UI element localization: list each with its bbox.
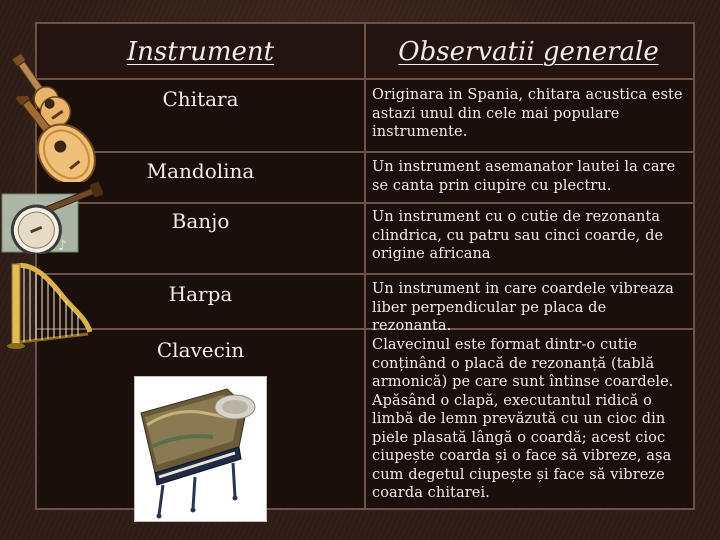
note-chitara: Originara in Spania, chitara acustica este astazi unul din cele mai populare instrumente.	[372, 87, 683, 140]
harp-icon	[4, 258, 92, 350]
banjo-icon	[0, 180, 112, 254]
row-divider	[37, 202, 693, 204]
note-banjo: Un instrument cu o cutie de rezonanta clindrica, cu patru sau cinci coarde, de origine africana	[372, 209, 664, 262]
row-divider	[37, 78, 693, 80]
note-harpa: Un instrument in care coardele vibreaza liber perpendicular pe placa de rezonanta.	[372, 281, 674, 334]
instrument-name-banjo: Banjo	[171, 209, 230, 233]
row-divider	[37, 151, 693, 153]
instrument-name-harpa: Harpa	[168, 282, 233, 306]
note-mandolina: Un instrument asemanator lautei la care se canta prin ciupire cu plectru.	[372, 159, 676, 194]
harpsichord-photo	[134, 376, 267, 522]
svg-text:♪: ♪	[58, 238, 67, 254]
mandolin-icon	[4, 96, 108, 182]
instrument-name-clavecin: Clavecin	[156, 338, 245, 362]
header-instrument: Instrument	[126, 36, 275, 67]
row-divider	[37, 273, 693, 275]
header-observations: Observatii generale	[398, 36, 659, 67]
instrument-name-mandolina: Mandolina	[146, 159, 255, 183]
note-clavecin: Clavecinul este format dintr-o cutie conținând o placă de rezonanță (tablă armonică) pe care sunt întinse coardele. Apăsând o clapă, executantul ridică o limbă de lemn prevăzută cu un cioc din piele plasată lângă o coardă; acest cioc ciupește coarda și o face să vibreze, așa cum degetul ciupește și face să vibreze coarda chitarei.	[372, 337, 674, 501]
column-divider	[364, 24, 366, 508]
instrument-name-chitara: Chitara	[162, 87, 239, 111]
